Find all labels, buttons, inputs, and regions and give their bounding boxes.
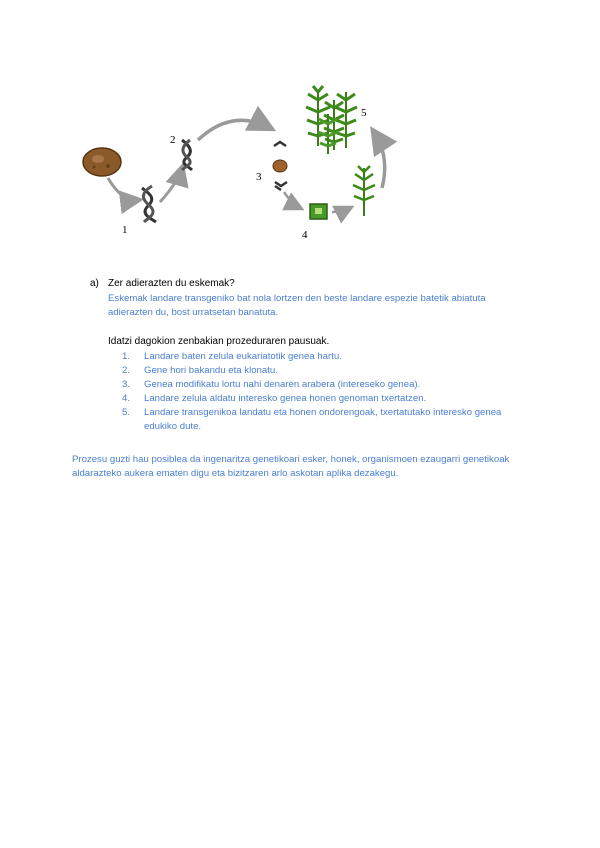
arrow-3 — [198, 120, 270, 140]
arrow-5 — [332, 208, 350, 212]
step-text: Genea modifikatu lortu nahi denaren arabera (intereseko genea). — [144, 379, 421, 390]
step-label-1: 1 — [122, 224, 128, 236]
step-text: Landare zelula aldatu interesko genea honen genoman txertatzen. — [144, 393, 427, 404]
transgenic-plants-icon — [306, 86, 357, 154]
step-number: 2. — [122, 365, 131, 376]
transgenic-process-svg — [70, 70, 400, 255]
step-text: Landare baten zelula eukariatotik genea hartu. — [144, 351, 342, 362]
step-text: Gene hori bakandu eta klonatu. — [144, 365, 278, 376]
step-label-4: 4 — [302, 229, 308, 241]
question-a — [90, 278, 235, 289]
cell-icon — [83, 148, 121, 176]
dna-strand-icon — [142, 186, 156, 222]
seedling-icon — [353, 166, 375, 216]
arrow-6 — [374, 132, 385, 188]
process-diagram — [70, 70, 400, 255]
list-item — [122, 364, 522, 378]
question-marker: a) — [90, 278, 99, 289]
conclusion-paragraph: Prozesu guzti hau posiblea da ingenaritza genetikoari esker, honek, organismoen ezaugarri genetikoak aldarazteko aukera ematen digu eta bizitzaren arlo askotan aplika dezakegu. — [72, 454, 510, 479]
modified-gene-icon — [273, 142, 287, 190]
step-label-2: 2 — [170, 134, 176, 146]
arrow-2 — [160, 168, 182, 202]
list-item — [122, 378, 522, 392]
step-text: Landare transgenikoa landatu eta honen ondorengoak, txertatutako interesko genea edukiko dute. — [144, 407, 502, 432]
question-text: Zer adierazten du eskemak? — [108, 278, 235, 289]
step-label-3: 3 — [256, 171, 262, 183]
steps-list — [122, 350, 522, 434]
step-label-5: 5 — [361, 107, 367, 119]
plant-cell-icon — [310, 204, 327, 219]
dna-fragment-icon — [182, 140, 192, 170]
step-number: 3. — [122, 379, 131, 390]
instruction-text: Idatzi dagokion zenbakian prozeduraren pausuak. — [108, 336, 330, 347]
step-number: 4. — [122, 393, 131, 404]
arrow-1 — [108, 178, 138, 200]
list-item — [122, 350, 522, 364]
list-item — [122, 406, 522, 434]
step-number: 1. — [122, 351, 131, 362]
arrow-4 — [284, 192, 300, 208]
list-item — [122, 392, 522, 406]
question-answer: Eskemak landare transgeniko bat nola lortzen den beste landare espezie batetik abiatuta adierazten du, bost urratsetan banatuta. — [108, 293, 486, 318]
step-number: 5. — [122, 407, 131, 418]
